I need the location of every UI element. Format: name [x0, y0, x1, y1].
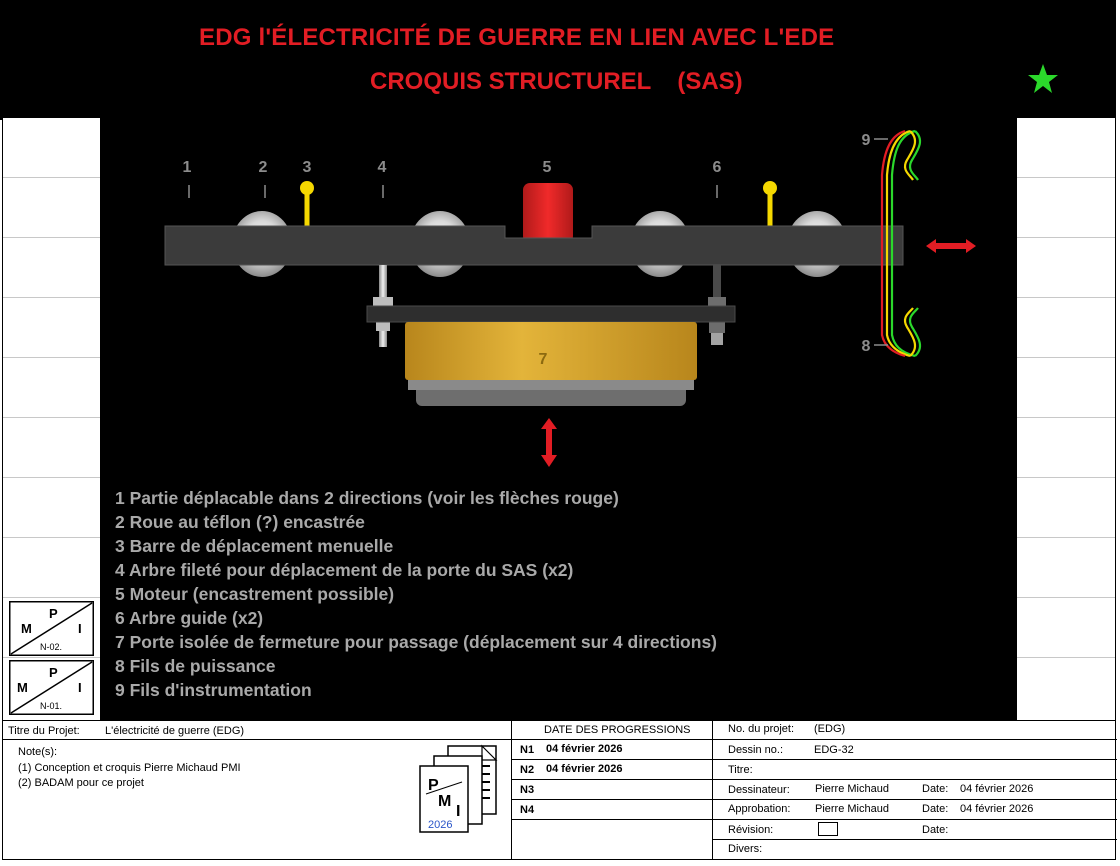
approval-date-value: 04 février 2026: [960, 803, 1034, 815]
callout-1: [183, 159, 192, 198]
subtitle-main: CROQUIS STRUCTUREL: [370, 68, 652, 95]
guide-shaft-right: [708, 265, 726, 345]
designer-label: Dessinateur:: [728, 784, 790, 796]
insulated-door: [405, 322, 697, 406]
callout-label-3: 3: [302, 159, 312, 176]
manual-handle-left: [300, 181, 314, 226]
approval-date-label: Date:: [922, 803, 949, 815]
stamp-i: I: [78, 621, 82, 636]
titre-label: Titre:: [728, 764, 753, 776]
drawing-no-value: EDG-32: [814, 744, 854, 756]
legend-item: 6 Arbre guide (x2): [115, 608, 264, 628]
progress-header: DATE DES PROGRESSIONS: [544, 724, 691, 736]
designer-value: Pierre Michaud: [815, 783, 889, 795]
motor: [523, 183, 573, 243]
pmi-logo-icon: [418, 744, 500, 834]
stamp-m: M: [17, 680, 28, 695]
callout-label-8: 8: [861, 338, 871, 355]
door-bar: [367, 306, 735, 322]
stamp-i: I: [78, 680, 82, 695]
legend-item: 8 Fils de puissance: [115, 656, 276, 676]
logo-p: P: [428, 777, 439, 794]
notes-label: Note(s):: [18, 746, 58, 758]
logo-m: M: [438, 793, 452, 810]
logo-i: I: [456, 803, 461, 820]
approval-value: Pierre Michaud: [815, 803, 889, 815]
callout-4: [378, 159, 387, 198]
page-title: EDG l'ÉLECTRICITÉ DE GUERRE EN LIEN AVEC L'EDE: [199, 24, 835, 51]
progress-label-n3: N3: [520, 784, 535, 796]
progress-label-n1: N1: [520, 744, 535, 756]
mpi-stamp-n02: [9, 601, 94, 656]
stamp-m: M: [21, 621, 32, 636]
revision-label: Révision:: [728, 824, 774, 836]
legend-item: 5 Moteur (encastrement possible): [115, 584, 395, 604]
callout-label-9: 9: [861, 132, 871, 149]
stamp-code: N-01.: [40, 701, 63, 711]
callout-2: [259, 159, 268, 198]
callout-9: [862, 132, 888, 149]
legend-item: 7 Porte isolée de fermeture pour passage (déplacement sur 4 directions): [115, 632, 717, 652]
project-title-label: Titre du Projet:: [8, 725, 80, 737]
logo-year: 2026: [428, 819, 453, 831]
callout-6: [713, 159, 722, 198]
callout-5: [543, 159, 552, 176]
legend-item: 1 Partie déplacable dans 2 directions (voir les flèches rouge): [115, 488, 619, 508]
callout-label-4: 4: [377, 159, 387, 176]
callout-label-1: 1: [182, 159, 192, 176]
revision-checkbox[interactable]: [818, 822, 838, 836]
progress-date-n1: 04 février 2026: [546, 743, 623, 755]
legend-item: 3 Barre de déplacement menuelle: [115, 536, 394, 556]
callout-label-7: 7: [538, 351, 548, 368]
misc-label: Divers:: [728, 843, 763, 855]
revision-date-label: Date:: [922, 824, 949, 836]
callout-label-2: 2: [258, 159, 268, 176]
double-arrow-vertical-icon: [541, 418, 557, 467]
note-1: (1) Conception et croquis Pierre Michaud PMI: [18, 762, 241, 774]
callout-label-5: 5: [542, 159, 552, 176]
title-block: [2, 720, 1116, 860]
mpi-stamp-n01: [9, 660, 94, 715]
progress-label-n2: N2: [520, 764, 535, 776]
stamp-p: P: [49, 606, 58, 621]
legend: [115, 486, 717, 702]
designer-date-label: Date:: [922, 783, 949, 795]
callout-label-6: 6: [712, 159, 722, 176]
progress-date-n2: 04 février 2026: [546, 763, 623, 775]
note-2: (2) BADAM pour ce projet: [18, 777, 144, 789]
legend-item: 4 Arbre fileté pour déplacement de la porte du SAS (x2): [115, 560, 574, 580]
double-arrow-horizontal-icon: [926, 239, 976, 253]
drawing-no-label: Dessin no.:: [728, 744, 784, 756]
stamp-code: N-02.: [40, 642, 63, 652]
legend-item: 9 Fils d'instrumentation: [115, 680, 312, 700]
stamp-p: P: [49, 665, 58, 680]
approval-label: Approbation:: [728, 803, 791, 815]
project-no-label: No. du projet:: [728, 723, 795, 735]
designer-date-value: 04 février 2026: [960, 783, 1034, 795]
legend-item: 2 Roue au téflon (?) encastrée: [115, 512, 365, 532]
project-no-value: (EDG): [814, 723, 846, 735]
project-title-value: L'électricité de guerre (EDG): [105, 725, 245, 737]
subtitle-suffix: (SAS): [677, 68, 743, 95]
progress-label-n4: N4: [520, 804, 535, 816]
manual-handle-right: [763, 181, 777, 226]
callout-3: [303, 159, 312, 176]
